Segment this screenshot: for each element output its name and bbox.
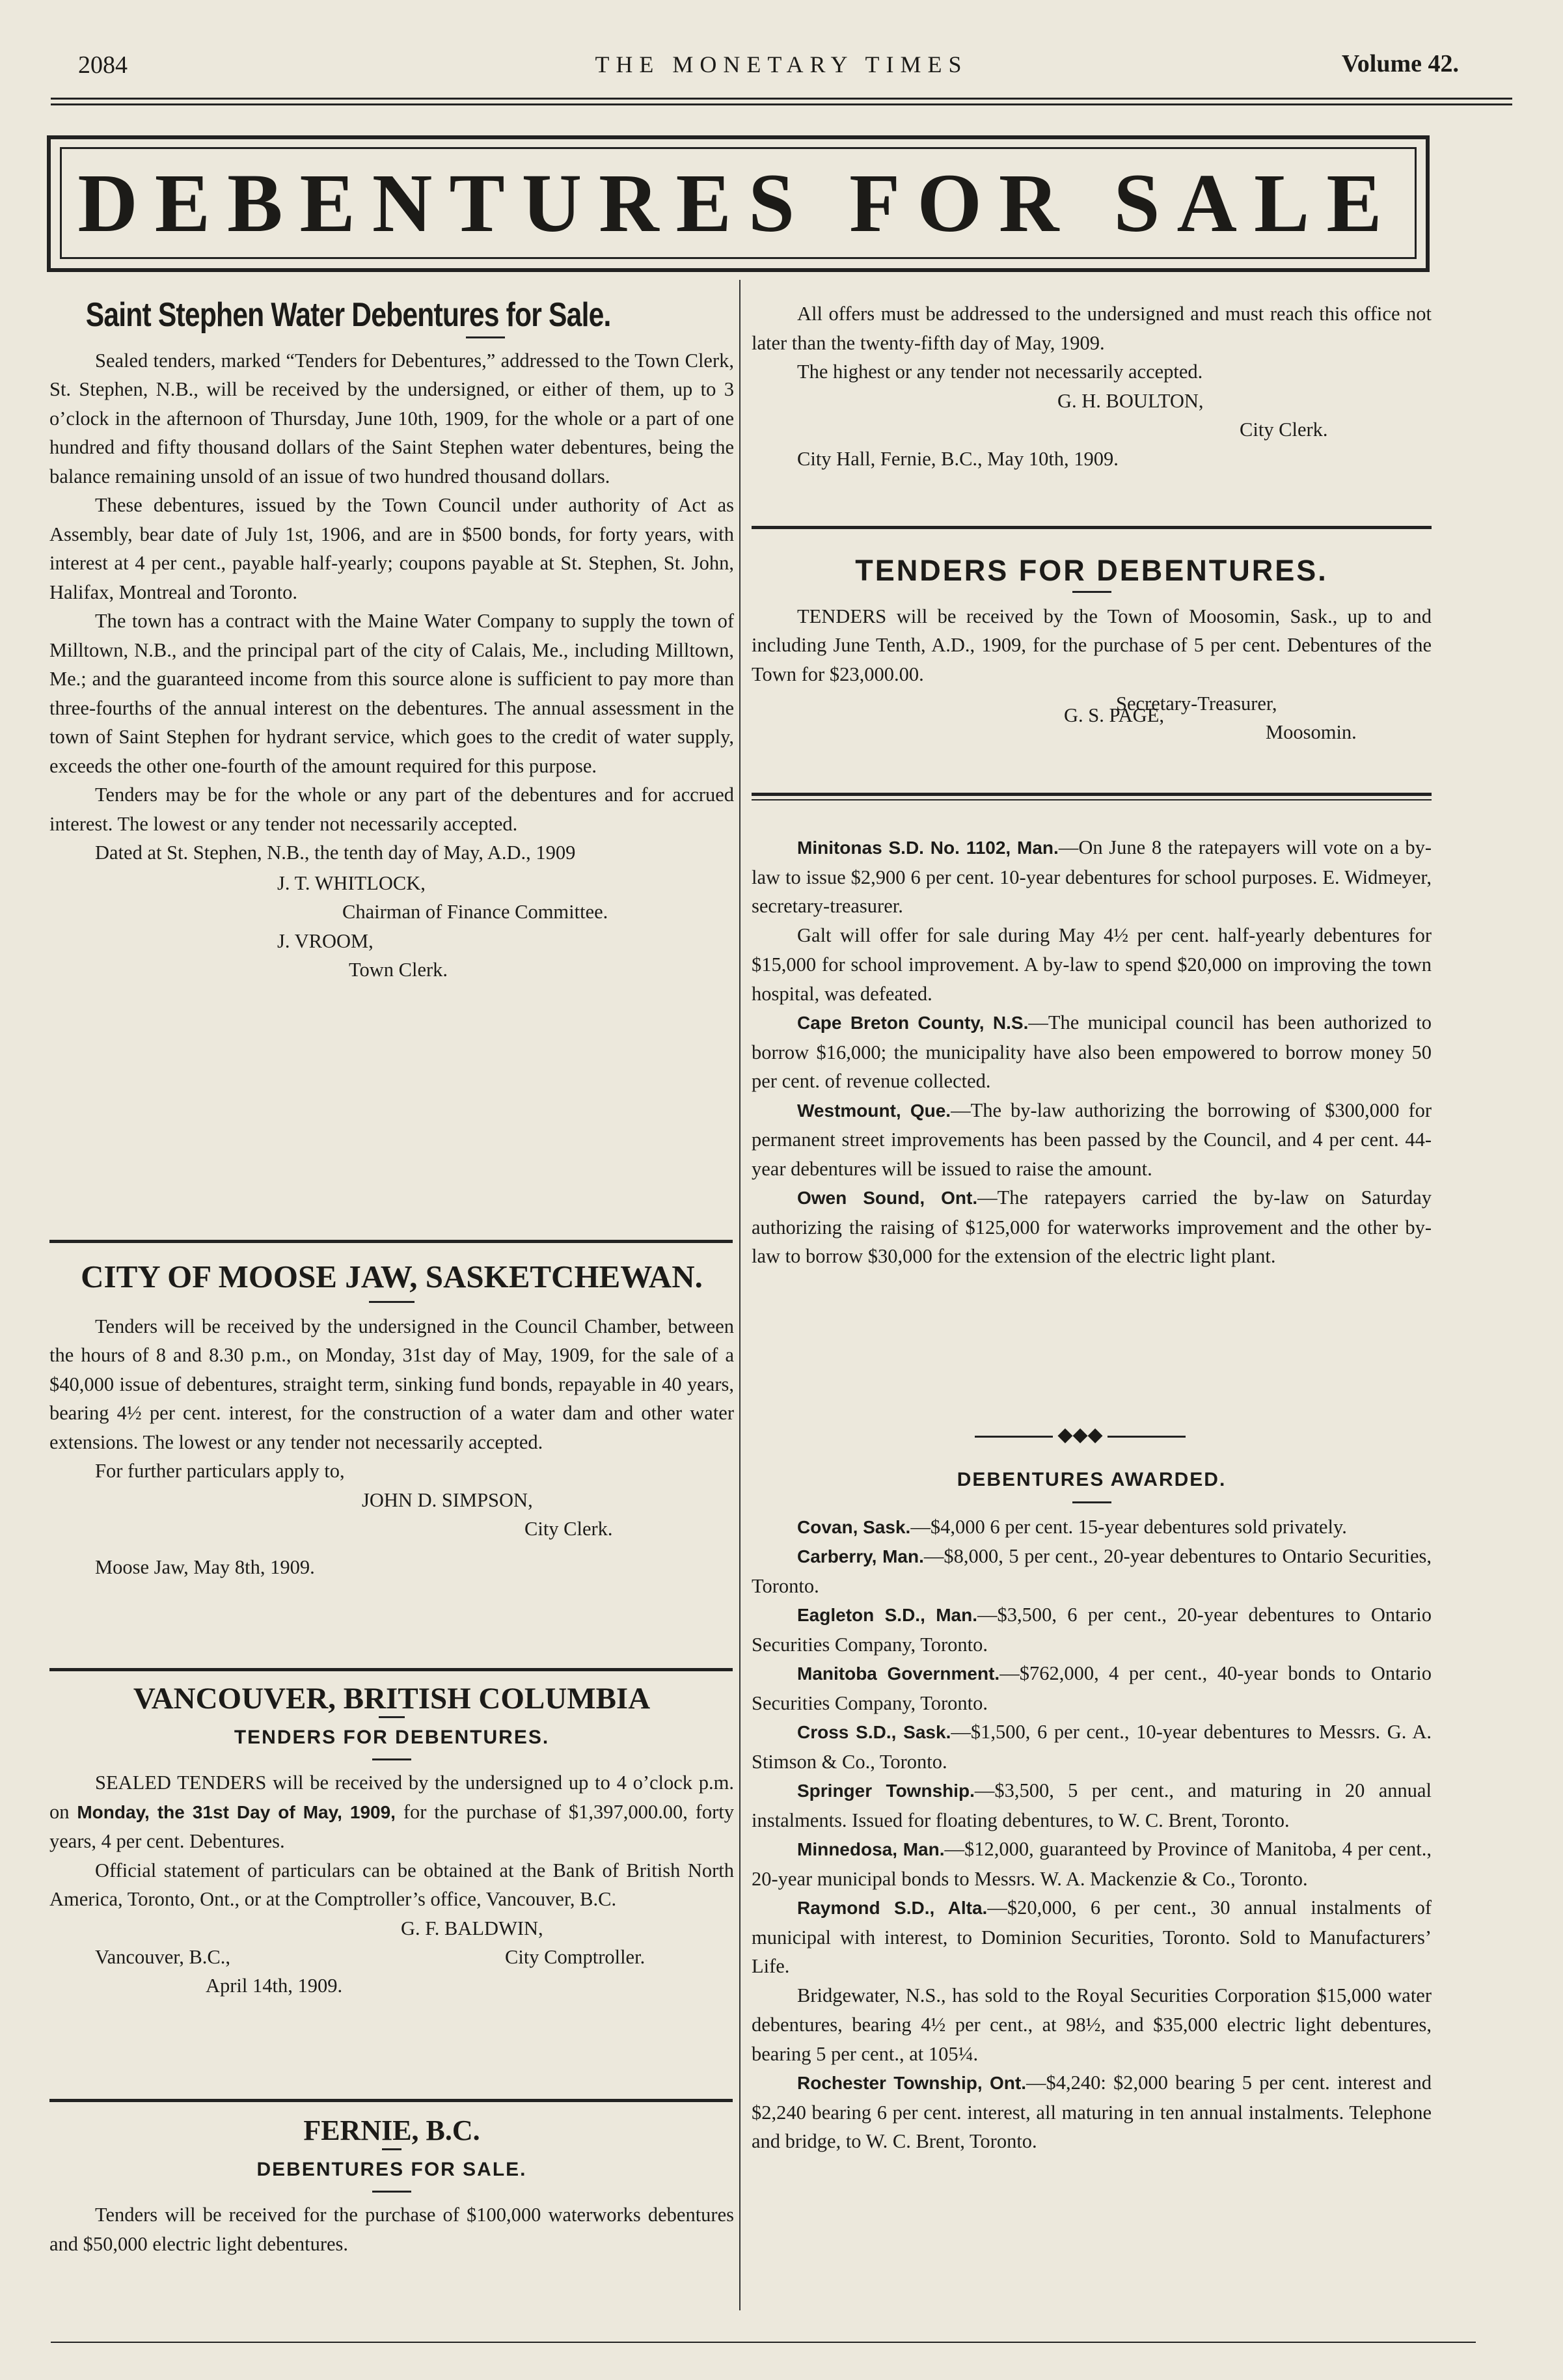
signature-page: [752, 660, 1432, 689]
awarded-item: Manitoba Government.—$762,000, 4 per cent., 40-year bonds to Ontario Securities Company, Toronto.: [752, 1662, 1432, 1714]
fernie-para-3: The highest or any tender not necessarily accepted.: [797, 361, 1203, 383]
publication-title: THE MONETARY TIMES: [595, 51, 968, 77]
vancouver-notice: [49, 1684, 734, 2001]
section-rule: [49, 1240, 733, 1243]
title-dash: [372, 1758, 411, 1760]
awarded-item: Raymond S.D., Alta.—$20,000, 6 per cent., 30 annual instalments of municipal with interest, to Dominion Securities, Toronto. Sold to Manufacturers’ Life.: [752, 1896, 1432, 1977]
signature-baldwin-line: [49, 1943, 734, 1971]
vancouver-para-2: Official statement of particulars can be obtained at the Bank of British North America, Toronto, Ont., or at the Comptroller’s office, Vancouver, B.C.: [49, 1859, 734, 1910]
saint-stephen-para-2: These debentures, issued by the Town Council under authority of Act as Assembly, bear date of July 1st, 1906, and are in $500 bonds, for forty years, with interest at 4 per cent., payable half-yearly; coupons payable at St. Stephen, St. John, Halifax, Montreal and Toronto.: [49, 494, 734, 603]
news-item: Cape Breton County, N.S.—The municipal council has been authorized to borrow $16,000; the municipality have also been empowered to borrow money 50 per cent. of revenue collected.: [752, 1011, 1432, 1092]
running-head: [78, 46, 1485, 85]
awarded-item: Cross S.D., Sask.—$1,500, 6 per cent., 10-year debentures to Messrs. G. A. Stimson & Co., Toronto.: [752, 1721, 1432, 1773]
title-dash: [372, 2191, 411, 2193]
footer-rule: [51, 2342, 1476, 2343]
section-rule: [49, 2099, 733, 2102]
saint-stephen-para-4: Tenders may be for the whole or any part of the debentures and for accrued interest. The lowest or any tender not necessarily accepted.: [49, 784, 734, 835]
awarded-title: DEBENTURES AWARDED.: [957, 1469, 1227, 1490]
news-item: Westmount, Que.—The by-law authorizing the borrowing of $300,000 for permanent street improvements has been passed by the Council, and 4 per cent. 44-year debentures will be issued to raise the amount.: [752, 1099, 1432, 1180]
moose-jaw-notice: [49, 1259, 734, 1581]
vancouver-subtitle: TENDERS FOR DEBENTURES.: [234, 1726, 550, 1748]
title-dash: [466, 336, 505, 338]
fernie-dateline: City Hall, Fernie, B.C., May 10th, 1909.: [797, 447, 1119, 470]
section-rule-thin: [752, 799, 1432, 800]
title-dash: [1072, 1501, 1111, 1503]
section-rule: [49, 1668, 733, 1671]
awarded-item: Carberry, Man.—$8,000, 5 per cent., 20-year debentures to Ontario Securities, Toronto.: [752, 1545, 1432, 1597]
banner-title: DEBENTURES FOR SALE: [60, 147, 1417, 259]
page-number: 2084: [78, 51, 128, 79]
moose-jaw-para-1: Tenders will be received by the undersigned in the Council Chamber, between the hours of 8 and 8.30 p.m., on Monday, 31st day of May, 1909, for the sale of a $40,000 issue of debentures, straight term, sinking fund bonds, repayable in 40 years, bearing 4½ per cent. interest, for the construction of a water dam and other water extensions. The lowest or any tender not necessarily accepted.: [49, 1315, 734, 1453]
moose-jaw-dateline: Moose Jaw, May 8th, 1909.: [95, 1555, 315, 1578]
title-dash: [382, 2148, 401, 2150]
fernie-title: FERNIE, B.C.: [303, 2114, 480, 2146]
signature-boulton: G. H. BOULTON,: [1057, 389, 1204, 412]
saint-stephen-para-3: The town has a contract with the Maine Water Company to supply the town of Milltown, N.B., and the principal part of the city of Calais, Me., including Milltown, Me.; and the guaranteed income from this source alone is sufficient to pay more than three-fourths of the annual interest on the debentures. The annual assessment in the town of Saint Stephen for hydrant service, which goes to the credit of water supply, exceeds the other one-fourth of the amount required for this purpose.: [49, 610, 734, 777]
signature-vroom-title: Town Clerk.: [349, 959, 448, 981]
saint-stephen-dateline: Dated at St. Stephen, N.B., the tenth day of May, A.D., 1909: [95, 841, 576, 864]
signature-boulton-title: City Clerk.: [1240, 418, 1328, 441]
saint-stephen-para-1: Sealed tenders, marked “Tenders for Debentures,” addressed to the Town Clerk, St. Stephen, N.B., will be received by the undersigned, or either of them, up to 3 o’clock in the afternoon of Thursday, June 10th, 1909, for the whole or a part of one hundred and fifty thousand dollars of the Saint Stephen water debentures, being the balance remaining unsold of an issue of two hundred thousand dollars.: [49, 349, 734, 487]
banner-frame: [47, 135, 1430, 272]
ornament-divider: ◆◆◆: [966, 1423, 1194, 1446]
moose-jaw-title: CITY OF MOOSE JAW, SASKETCHEWAN.: [81, 1259, 703, 1294]
awarded-item: Eagleton S.D., Man.—$3,500, 6 per cent., 20-year debentures to Ontario Securities Company, Toronto.: [752, 1604, 1432, 1656]
signature-whitlock-title: Chairman of Finance Committee.: [342, 901, 608, 923]
header-rule: [51, 98, 1512, 105]
signature-page-name: G. S. PAGE,: [1064, 704, 1164, 726]
signature-simpson-title: City Clerk.: [524, 1518, 613, 1540]
column-divider: [739, 280, 741, 2310]
vancouver-title: VANCOUVER, BRITISH COLUMBIA: [133, 1682, 651, 1716]
signature-simpson: JOHN D. SIMPSON,: [362, 1488, 533, 1511]
title-dash: [1072, 591, 1111, 593]
section-rule: [752, 793, 1432, 796]
moosomin-title: TENDERS FOR DEBENTURES.: [855, 554, 1328, 587]
awarded-item: Rochester Township, Ont.—$4,240: $2,000 bearing 5 per cent. interest and $2,240 bearing 6 per cent. interest, all maturing in ten annual instalments. Telephone and bridge, to W. C. Brent, Toronto.: [752, 2072, 1432, 2152]
title-dash: [379, 1716, 405, 1718]
awarded-item: Covan, Sask.—$4,000 6 per cent. 15-year debentures sold privately.: [797, 1515, 1347, 1538]
fernie-para-2: All offers must be addressed to the undersigned and must reach this office not later than the twenty-fifth day of May, 1909.: [752, 303, 1432, 354]
fernie-subtitle: DEBENTURES FOR SALE.: [256, 2158, 527, 2180]
fernie-para-1: Tenders will be received for the purchase of $100,000 waterworks debentures and $50,000 electric light debentures.: [49, 2204, 734, 2255]
saint-stephen-title: Saint Stephen Water Debentures for Sale.: [85, 296, 611, 334]
moosomin-para-1: TENDERS will be received by the Town of Moosomin, Sask., up to and including June Tenth, A.D., 1909, for the purchase of 5 per cent. Debentures of the Town for $23,000.00.: [752, 605, 1432, 685]
news-item: Minitonas S.D. No. 1102, Man.—On June 8 the ratepayers will vote on a by-law to issue $2,900 6 per cent. 10-year debentures for school purposes. E. Widmeyer, secretary-treasurer.: [752, 836, 1432, 917]
signature-page-title: Secretary-Treasurer,: [1116, 692, 1277, 715]
signature-baldwin: G. F. BALDWIN,: [401, 1917, 543, 1939]
title-dash: [369, 1301, 415, 1303]
debenture-news: [752, 833, 1432, 1271]
signature-baldwin-title: City Comptroller.: [505, 1946, 646, 1968]
awarded-item: Bridgewater, N.S., has sold to the Royal Securities Corporation $15,000 water debentures, bearing 4½ per cent., at 98½, and $35,000 electric light debentures, bearing 5 per cent., at 105¼.: [752, 1984, 1432, 2065]
news-item: Owen Sound, Ont.—The ratepayers carried the by-law on Saturday authorizing the raising of $125,000 for waterworks improvement and the other by-law to borrow $30,000 for the extension of the electric light plant.: [752, 1186, 1432, 1267]
signature-page-place: Moosomin.: [1266, 721, 1357, 743]
vancouver-date: April 14th, 1909.: [206, 1975, 343, 1997]
awarded-item: Springer Township.—$3,500, 5 per cent., and maturing in 20 annual instalments. Issued for floating debentures, to W. C. Brent, Toronto.: [752, 1779, 1432, 1831]
news-item: Galt will offer for sale during May 4½ per cent. half-yearly debentures for $15,000 for school improvement. A by-law to spend $20,000 on improving the town hospital, was defeated.: [752, 923, 1432, 1005]
fernie-notice-right: [752, 299, 1432, 473]
saint-stephen-notice: [49, 296, 734, 985]
vancouver-place: Vancouver, B.C.,: [95, 1946, 231, 1968]
debentures-awarded: [752, 1466, 1432, 2156]
vancouver-para-1: SEALED TENDERS will be received by the undersigned up to 4 o’clock p.m. on Monday, the 31st Day of May, 1909, for the purchase of $1,397,000.00, forty years, 4 per cent. Debentures.: [49, 1771, 734, 1852]
moose-jaw-para-2: For further particulars apply to,: [95, 1460, 345, 1482]
section-rule: [752, 526, 1432, 529]
volume-label: Volume 42.: [1341, 50, 1459, 77]
fernie-notice-left: [49, 2116, 734, 2258]
signature-whitlock: J. T. WHITLOCK,: [277, 871, 426, 894]
awarded-item: Minnedosa, Man.—$12,000, guaranteed by Province of Manitoba, 4 per cent., 20-year municipal bonds to Messrs. W. A. Mackenzie & Co., Toronto.: [752, 1838, 1432, 1890]
signature-vroom: J. VROOM,: [277, 929, 374, 952]
